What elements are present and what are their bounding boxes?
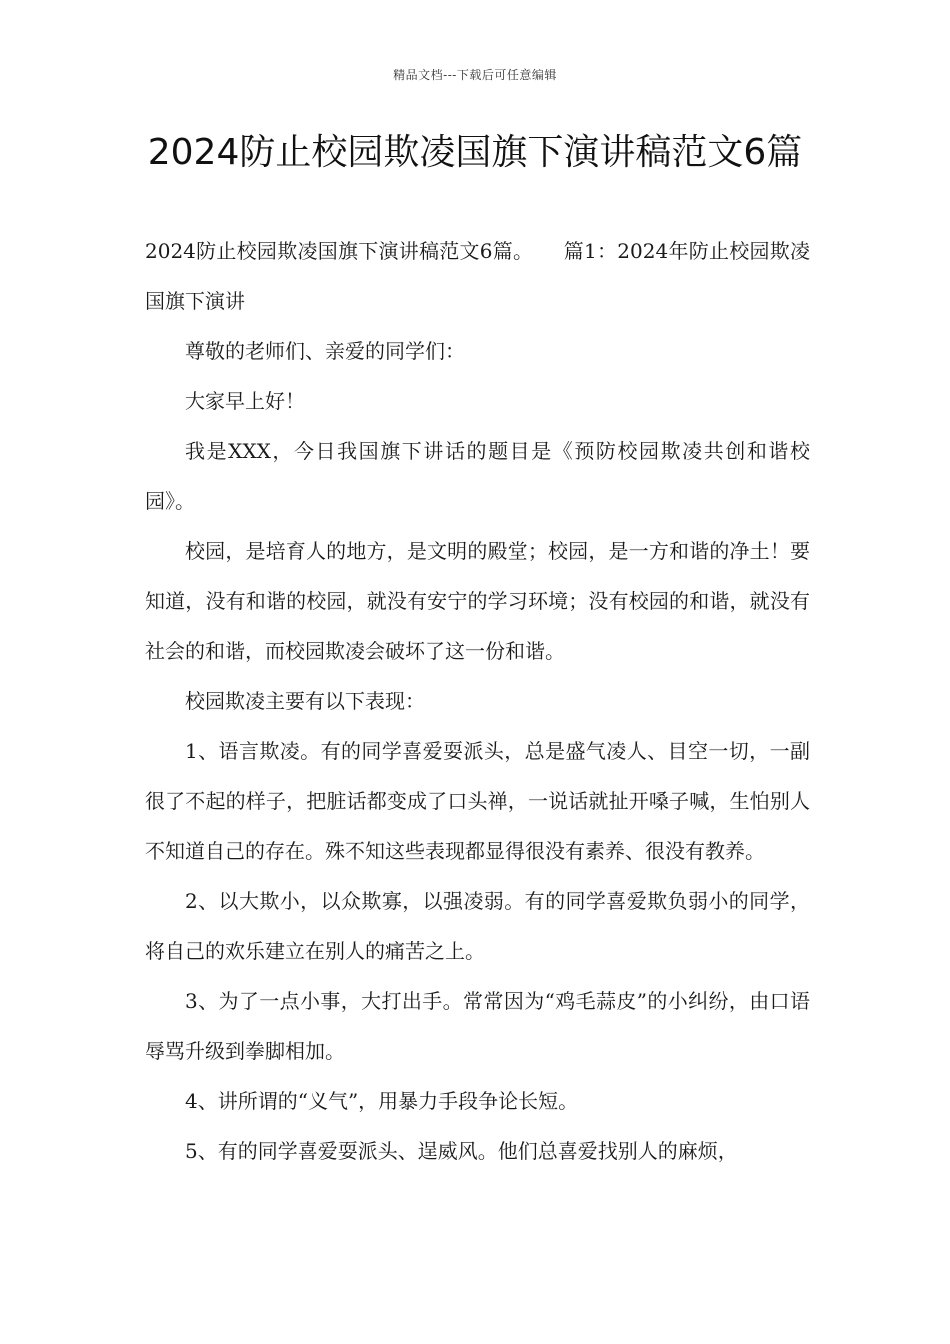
paragraph-topic: 我是XXX，今日我国旗下讲话的题目是《预防校园欺凌共创和谐校园》。 — [145, 439, 810, 513]
paragraph-item-4: 4、讲所谓的“义气”，用暴力手段争论长短。 — [185, 1089, 579, 1113]
paragraph-intro: 2024防止校园欺凌国旗下演讲稿范文6篇。 篇1：2024年防止校园欺凌国旗下演讲 — [145, 239, 810, 313]
paragraph-item-3: 3、为了一点小事，大打出手。常常因为“鸡毛蒜皮”的小纠纷，由口语辱骂升级到拳脚相加。 — [145, 989, 810, 1063]
paragraph-item-5: 5、有的同学喜爱耍派头、逞威风。他们总喜爱找别人的麻烦， — [185, 1139, 738, 1163]
document-body — [145, 226, 810, 1176]
paragraph-salutation: 尊敬的老师们、亲爱的同学们： — [185, 339, 465, 363]
paragraph-greeting: 大家早上好！ — [185, 389, 305, 413]
paragraph-item-1: 1、语言欺凌。有的同学喜爱耍派头，总是盛气凌人、目空一切，一副很了不起的样子，把脏话都变成了口头禅，一说话就扯开嗓子喊，生怕别人不知道自己的存在。殊不知这些表现都显得很没有素养、很没有教养。 — [145, 739, 810, 863]
paragraph-item-2: 2、以大欺小，以众欺寡，以强凌弱。有的同学喜爱欺负弱小的同学，将自己的欢乐建立在别人的痛苦之上。 — [145, 889, 810, 963]
header-note: 精品文档---下载后可任意编辑 — [393, 68, 557, 82]
document-title: 2024防止校园欺凌国旗下演讲稿范文6篇 — [147, 132, 803, 173]
paragraph-forms-heading: 校园欺凌主要有以下表现： — [185, 689, 425, 713]
paragraph-campus: 校园，是培育人的地方，是文明的殿堂；校园，是一方和谐的净土！要知道，没有和谐的校园，就没有安宁的学习环境；没有校园的和谐，就没有社会的和谐，而校园欺凌会破坏了这一份和谐。 — [145, 539, 810, 663]
